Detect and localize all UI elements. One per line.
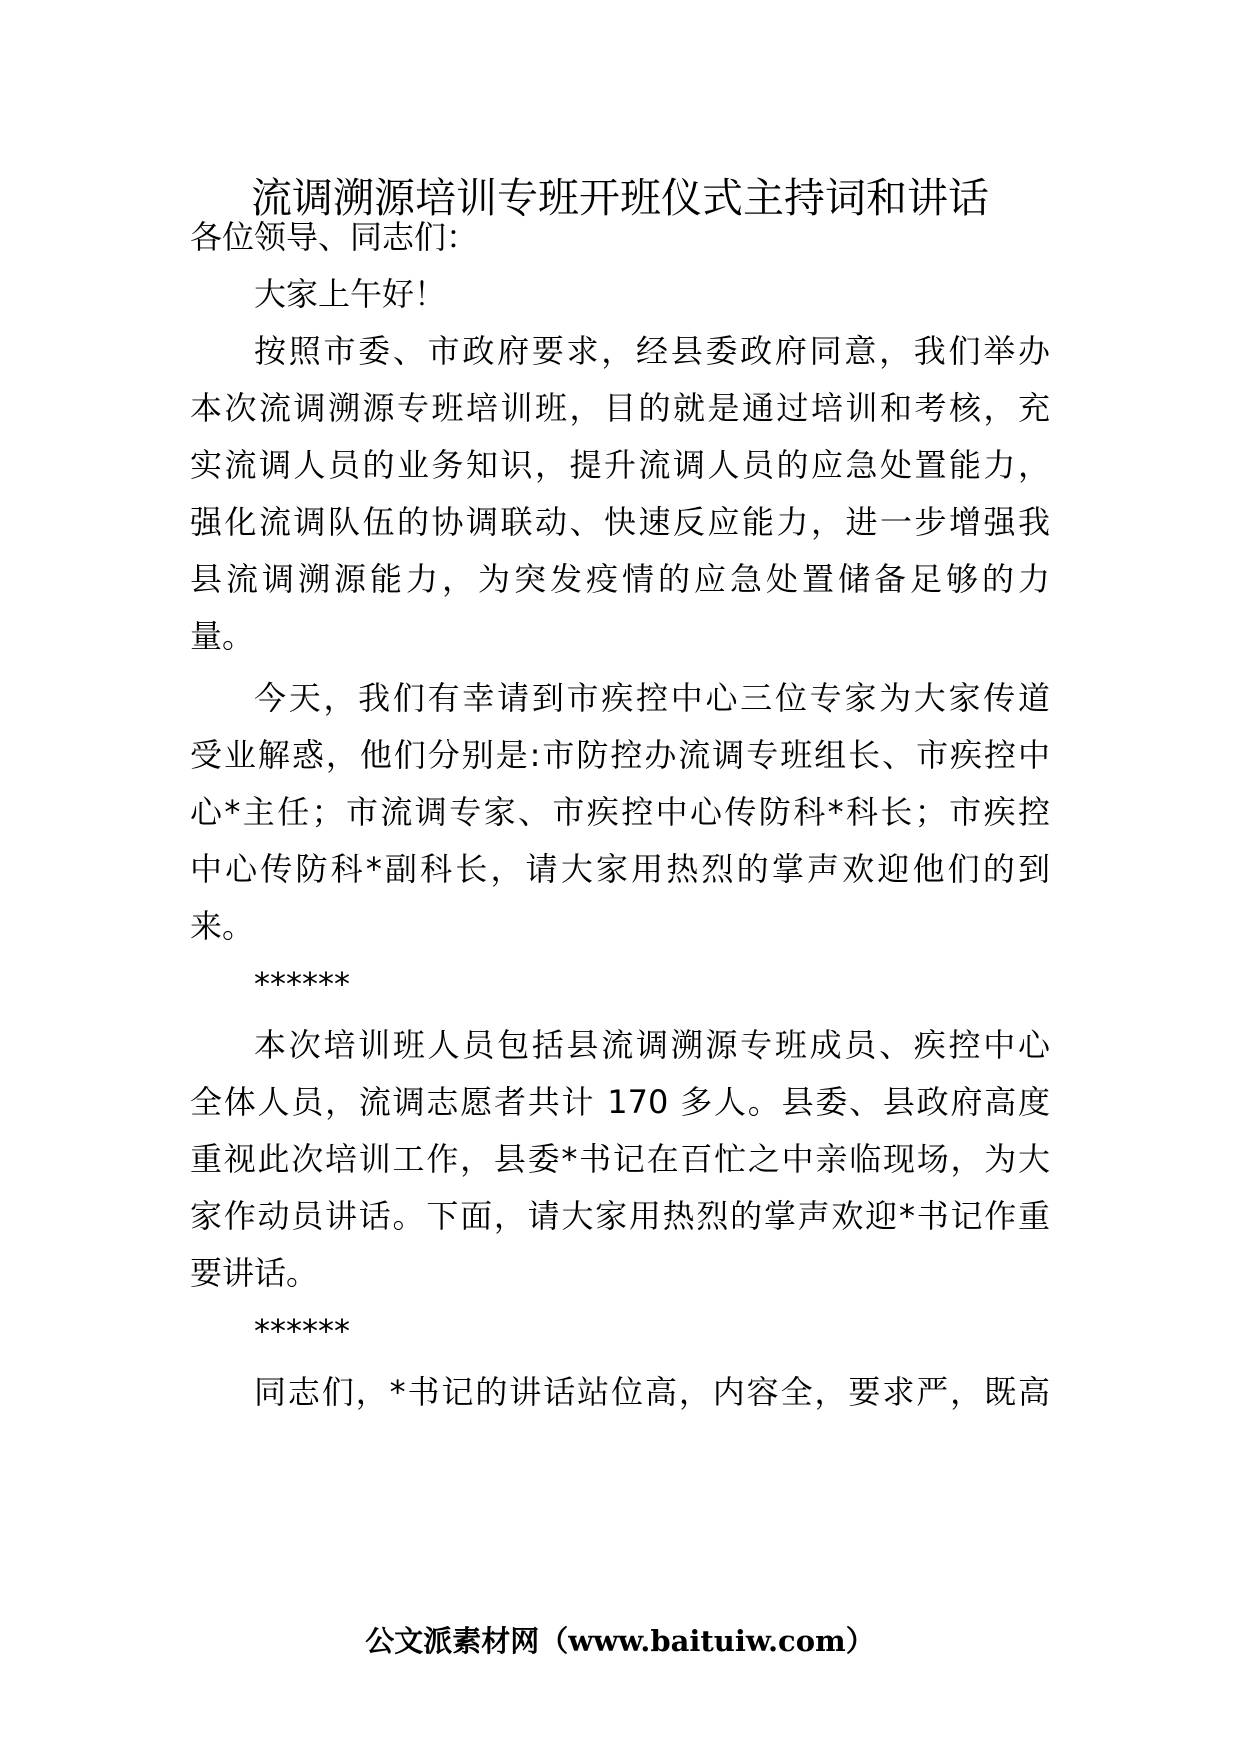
- footer-watermark: 公文派素材网（www.baituiw.com）: [365, 1624, 875, 1658]
- paragraph1-line: 实流调人员的业务知识，提升流调人员的应急处置能力，: [190, 446, 1050, 484]
- paragraph1-line: 按照市委、市政府要求，经县委政府同意，我们举办: [254, 332, 1050, 370]
- document-title: 流调溯源培训专班开班仪式主持词和讲话: [251, 174, 989, 222]
- paragraph2-line: 中心传防科*副科长，请大家用热烈的掌声欢迎他们的到: [190, 850, 1050, 888]
- paragraph3-line: 家作动员讲话。下面，请大家用热烈的掌声欢迎*书记作重: [190, 1197, 1050, 1235]
- paragraph2-line: 心*主任；市流调专家、市疾控中心传防科*科长；市疾控: [190, 793, 1050, 831]
- paragraph1-line: 强化流调队伍的协调联动、快速反应能力，进一步增强我: [190, 503, 1050, 541]
- paragraph4-line: 同志们，*书记的讲话站位高，内容全，要求严，既高: [254, 1373, 1050, 1411]
- paragraph1-line: 量。: [190, 617, 255, 655]
- paragraph2-line: 来。: [190, 907, 255, 945]
- paragraph3-line: 全体人员，流调志愿者共计 170 多人。县委、县政府高度: [190, 1083, 1050, 1121]
- paragraph1-line: 县流调溯源能力，为突发疫情的应急处置储备足够的力: [190, 560, 1050, 598]
- separator: ******: [254, 1312, 350, 1350]
- separator: ******: [254, 965, 350, 1003]
- paragraph3-line: 要讲话。: [190, 1254, 319, 1292]
- paragraph3-line: 重视此次培训工作，县委*书记在百忙之中亲临现场，为大: [190, 1140, 1050, 1178]
- paragraph3-line: 本次培训班人员包括县流调溯源专班成员、疾控中心: [254, 1026, 1050, 1064]
- salutation: 各位领导、同志们：: [190, 218, 479, 256]
- greeting: 大家上午好！: [254, 275, 447, 313]
- paragraph1-line: 本次流调溯源专班培训班，目的就是通过培训和考核，充: [190, 389, 1050, 427]
- paragraph2-line: 今天，我们有幸请到市疾控中心三位专家为大家传道: [254, 679, 1050, 717]
- paragraph2-line: 受业解惑，他们分别是:市防控办流调专班组长、市疾控中: [190, 736, 1050, 774]
